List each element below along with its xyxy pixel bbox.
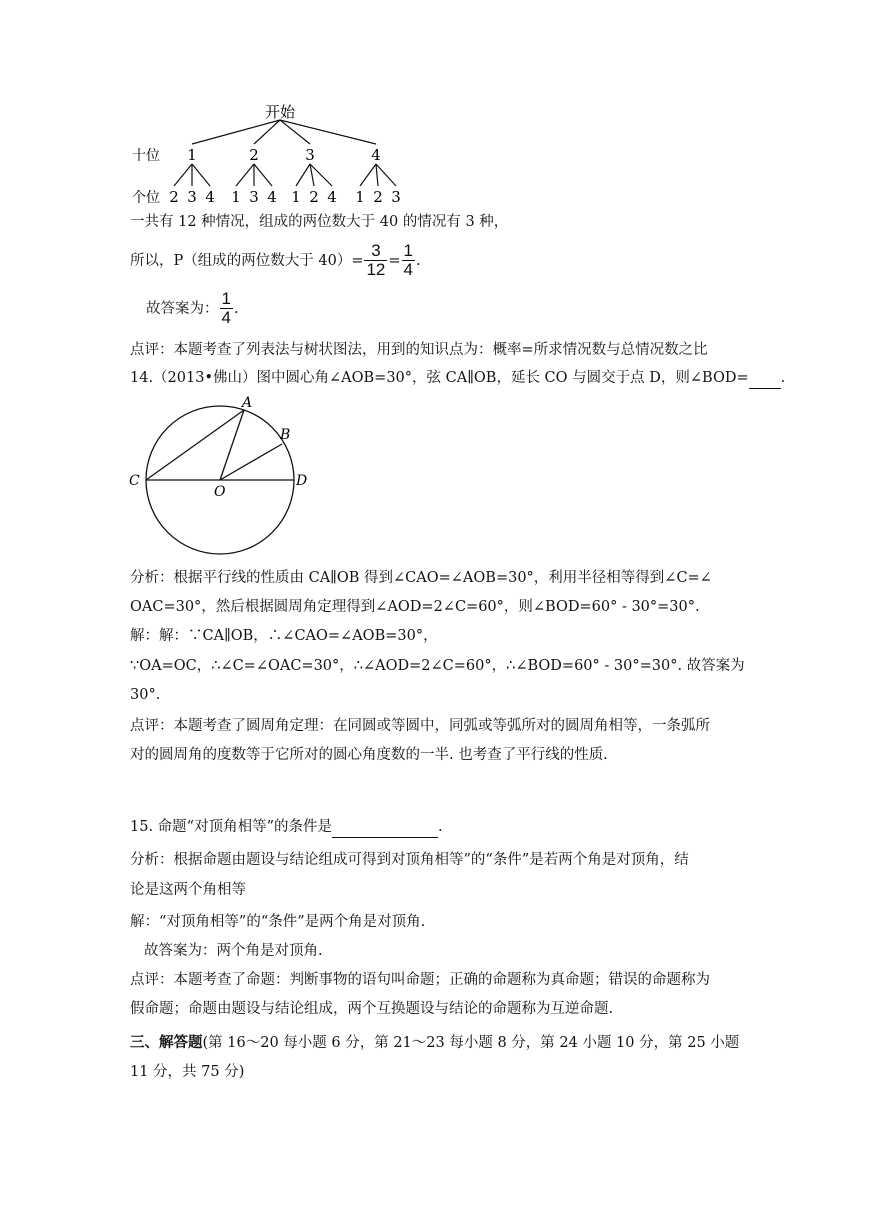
period: .	[780, 370, 786, 386]
ones-label: 个位	[132, 190, 160, 206]
fraction-denominator: 4	[221, 308, 231, 327]
ones-digit: 4	[267, 188, 277, 206]
answer-blank	[332, 817, 438, 838]
q13-line2-prefix: 所以，P（组成的两位数大于 40）=	[130, 252, 364, 269]
fraction-numerator: 1	[221, 289, 231, 308]
equals-sign: =	[388, 252, 401, 269]
q15-analysis-1: 分析：根据命题由题设与结论组成可得到对顶角相等”的“条件”是若两个角是对顶角，结	[130, 852, 689, 868]
fraction-denominator: 12	[366, 260, 386, 279]
ones-digit: 1	[291, 188, 301, 206]
ones-digit: 2	[169, 188, 179, 206]
tens-digit: 1	[187, 146, 197, 164]
section-desc: (第 16～20 每小题 6 分，第 21～23 每小题 8 分，第 24 小题 10 分，第 25 小题	[202, 1035, 740, 1051]
q15-comment-2: 假命题；命题由题设与结论组成，两个互换题设与结论的命题称为互逆命题.	[130, 1001, 614, 1017]
period: .	[438, 819, 443, 835]
tree-diagram	[130, 98, 430, 210]
q13-answer-prefix: 故答案为：	[146, 300, 219, 317]
q13-probability-line	[130, 242, 421, 279]
ones-digit: 1	[231, 188, 241, 206]
fraction-numerator: 3	[364, 242, 387, 261]
ones-digit: 3	[187, 188, 197, 206]
ones-digit: 1	[355, 188, 365, 206]
point-label-a: A	[242, 395, 253, 411]
tree-root: 开始	[264, 103, 296, 121]
q15-question	[130, 817, 443, 838]
section-title: 三、解答题	[130, 1034, 203, 1051]
point-label-o: O	[214, 484, 226, 500]
q13-line1: 一共有 12 种情况，组成的两位数大于 40 的情况有 3 种，	[130, 214, 509, 230]
q15-analysis-2: 论是这两个角相等	[130, 882, 246, 898]
q15-question-text: 15. 命题“对顶角相等”的条件是	[130, 819, 332, 835]
q14-comment-1: 点评：本题考查了圆周角定理：在同圆或等圆中，同弧或等弧所对的圆周角相等，一条弧所	[130, 718, 710, 734]
ones-digit: 3	[391, 188, 401, 206]
period: .	[233, 300, 239, 317]
point-label-c: C	[129, 473, 140, 489]
q14-analysis-2: OAC=30°，然后根据圆周角定理得到∠AOD=2∠C=60°，则∠BOD=60° - 30°=30°.	[130, 599, 700, 615]
fraction-denominator: 4	[403, 260, 414, 279]
q13-answer-line	[146, 290, 239, 327]
q13-comment: 点评：本题考查了列表法与树状图法，用到的知识点为：概率=所求情况数与总情况数之比	[130, 342, 708, 358]
answer-blank	[749, 368, 781, 389]
point-label-d: D	[296, 473, 308, 489]
q15-comment-1: 点评：本题考查了命题：判断事物的语句叫命题；正确的命题称为真命题；错误的命题称为	[130, 972, 710, 988]
ones-digit: 4	[205, 188, 215, 206]
q14-solution-1: 解：解：∵CA∥OB，∴∠CAO=∠AOB=30°，	[130, 628, 438, 644]
q14-question-text: 14.（2013•佛山）图中圆心角∠AOB=30°，弦 CA∥OB，延长 CO 与圆交于点 D，则∠BOD=	[130, 370, 749, 386]
tens-digit: 2	[249, 146, 259, 164]
period: .	[416, 252, 421, 269]
q14-comment-2: 对的圆周角的度数等于它所对的圆心角度数的一半. 也考查了平行线的性质.	[130, 747, 608, 763]
point-label-b: B	[280, 427, 291, 443]
circle-figure	[120, 392, 320, 560]
section-heading	[130, 1033, 739, 1053]
fraction	[402, 242, 415, 279]
tens-digit: 3	[305, 146, 315, 164]
ones-digit: 2	[309, 188, 319, 206]
q14-analysis-1: 分析：根据平行线的性质由 CA∥OB 得到∠CAO=∠AOB=30°，利用半径相等得到∠C=∠	[130, 570, 712, 586]
q15-answer: 故答案为：两个角是对顶角.	[144, 943, 323, 959]
ones-digit: 4	[327, 188, 337, 206]
section-desc-2: 11 分，共 75 分)	[130, 1064, 245, 1080]
tens-label: 十位	[132, 148, 160, 164]
fraction-numerator: 1	[403, 241, 414, 260]
ones-digit: 2	[373, 188, 383, 206]
q14-question	[130, 368, 785, 389]
tens-digit: 4	[371, 146, 381, 164]
ones-digit: 3	[249, 188, 259, 206]
fraction	[220, 290, 233, 327]
q14-solution-2: ∵OA=OC，∴∠C=∠OAC=30°，∴∠AOD=2∠C=60°，∴∠BOD=60° - 30°=30°. 故答案为	[130, 658, 745, 674]
q14-solution-3: 30°.	[130, 687, 161, 703]
q15-solution: 解：“对顶角相等”的“条件”是两个角是对顶角.	[130, 914, 426, 930]
fraction	[364, 242, 387, 279]
